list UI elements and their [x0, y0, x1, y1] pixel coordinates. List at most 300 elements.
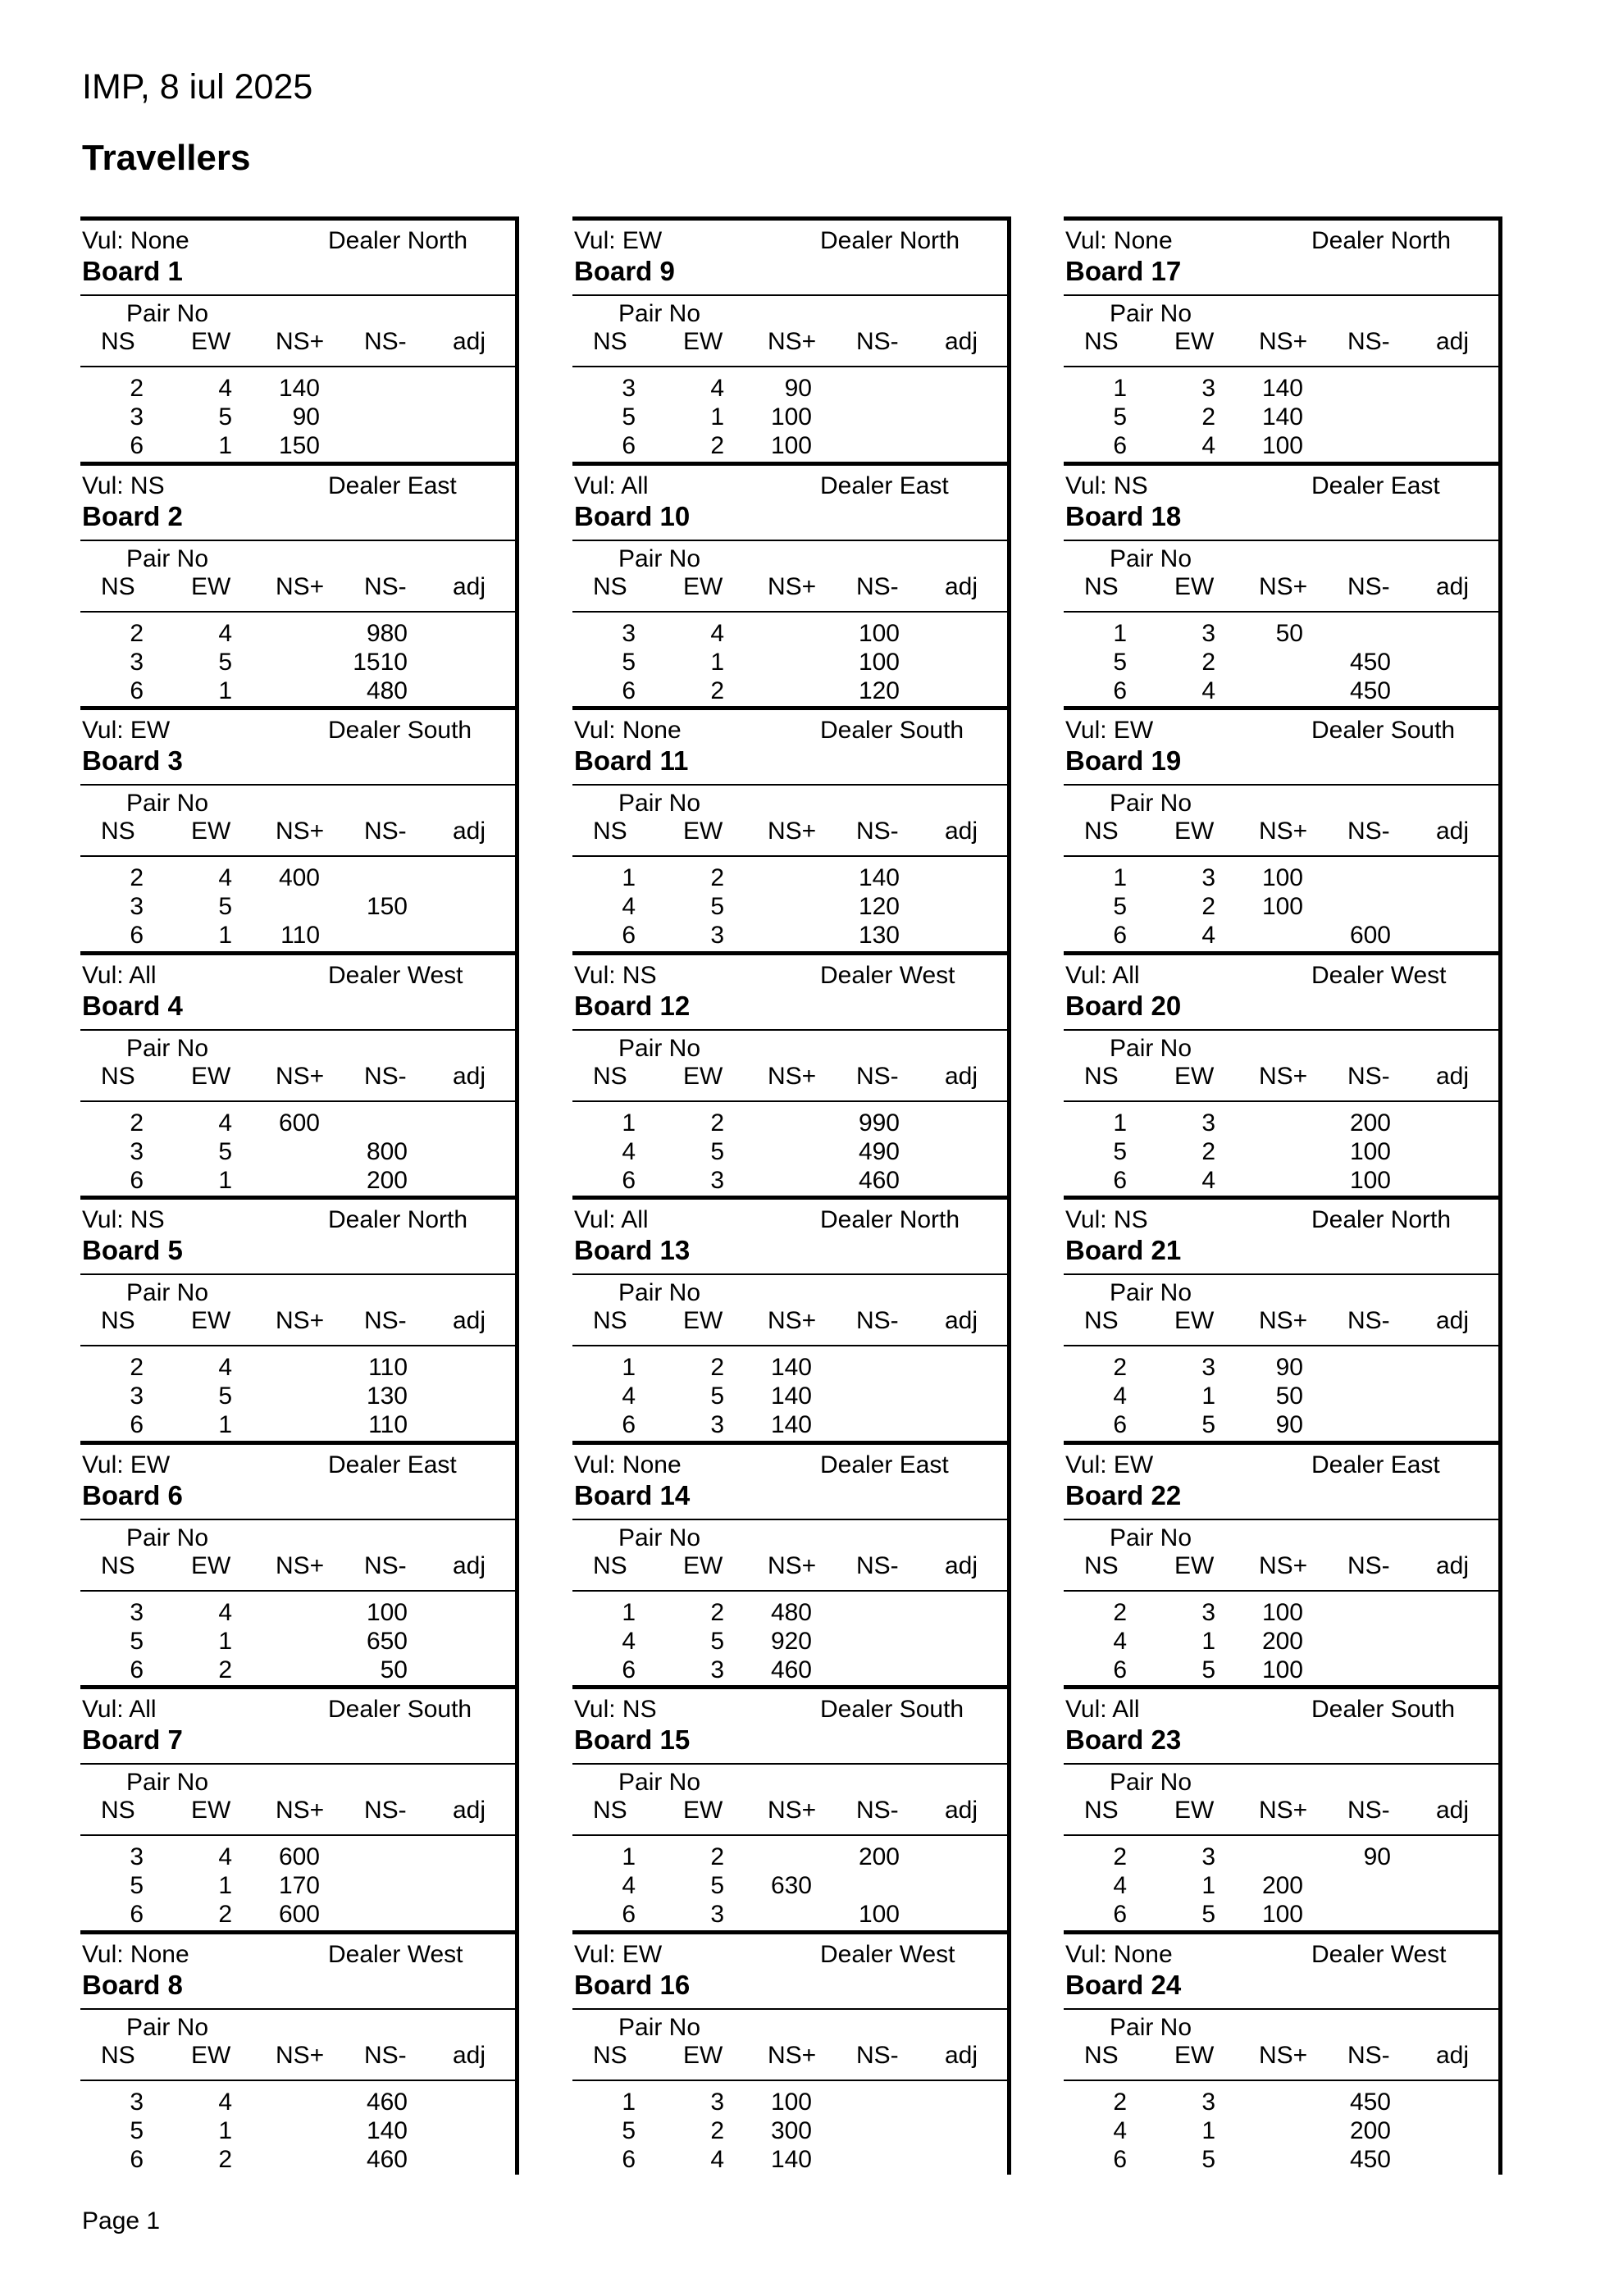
ns-pair-cell: 4 — [622, 1137, 636, 1165]
ns-plus-score-cell: 100 — [1261, 1598, 1303, 1626]
ns-minus-score-cell: 650 — [366, 1627, 408, 1655]
adj-column-header: adj — [453, 328, 486, 355]
board-title: Board 1 — [82, 256, 183, 286]
board-traveller — [80, 1685, 519, 1930]
ew-column-header: EW — [1174, 2041, 1215, 2069]
result-rows — [80, 864, 515, 950]
ns-pair-cell: 4 — [622, 1627, 636, 1655]
ew-column-header: EW — [1174, 328, 1215, 355]
pair-no-heading: Pair No — [618, 300, 701, 327]
result-rows — [572, 620, 1007, 706]
ns-plus-score-cell: 480 — [770, 1598, 812, 1626]
ns-minus-score-cell: 1510 — [353, 648, 408, 676]
dealer-label: Dealer West — [328, 1940, 463, 1968]
adj-column-header: adj — [1436, 2041, 1470, 2069]
result-row — [1064, 2146, 1498, 2175]
result-row — [572, 864, 1007, 893]
ew-column-header: EW — [1174, 1551, 1215, 1579]
ns-minus-score-cell: 130 — [366, 1383, 408, 1410]
ns-minus-score-cell: 450 — [1349, 2088, 1391, 2116]
ew-column-header: EW — [683, 572, 723, 600]
ns-column-header: NS — [593, 328, 627, 355]
column-header-divider — [1064, 2080, 1498, 2081]
ns-plus-column-header: NS+ — [276, 1307, 325, 1334]
ns-plus-score-cell: 600 — [278, 1901, 320, 1928]
header-divider — [80, 1519, 515, 1520]
result-row — [572, 2146, 1007, 2175]
ns-pair-cell: 5 — [1113, 403, 1127, 430]
ns-plus-score-cell: 90 — [1275, 1411, 1303, 1438]
pair-no-heading: Pair No — [126, 1279, 209, 1306]
adj-column-header: adj — [945, 1797, 978, 1824]
ns-minus-score-cell: 130 — [858, 922, 900, 949]
vulnerability-label: Vul: EW — [82, 717, 171, 744]
ns-minus-score-cell: 100 — [1349, 1137, 1391, 1165]
result-row — [572, 1167, 1007, 1196]
ew-pair-cell: 1 — [218, 2116, 232, 2144]
ns-pair-cell: 2 — [130, 1109, 144, 1137]
adj-column-header: adj — [1436, 1062, 1470, 1090]
ns-pair-cell: 3 — [130, 403, 144, 430]
ew-column-header: EW — [191, 572, 231, 600]
dealer-label: Dealer East — [820, 472, 949, 499]
ns-plus-score-cell: 140 — [770, 1411, 812, 1438]
header-divider — [1064, 1273, 1498, 1275]
travellers-column-2 — [572, 216, 1011, 2175]
header-divider — [80, 294, 515, 296]
pair-no-heading: Pair No — [126, 544, 209, 572]
ns-column-header: NS — [593, 818, 627, 845]
ns-pair-cell: 6 — [622, 2145, 636, 2173]
ns-pair-cell: 4 — [622, 893, 636, 920]
ns-minus-score-cell: 150 — [366, 893, 408, 920]
pair-no-heading: Pair No — [126, 1524, 209, 1551]
ns-minus-score-cell: 200 — [1349, 2116, 1391, 2144]
adj-column-header: adj — [453, 1062, 486, 1090]
header-divider — [572, 784, 1007, 786]
result-row — [572, 922, 1007, 950]
ns-minus-column-header: NS- — [1347, 572, 1390, 600]
ns-column-header: NS — [1084, 1307, 1119, 1334]
ns-plus-column-header: NS+ — [768, 572, 817, 600]
ns-plus-score-cell: 90 — [784, 375, 812, 402]
dealer-label: Dealer South — [328, 1696, 472, 1723]
dealer-label: Dealer East — [1311, 1451, 1440, 1478]
result-row — [80, 2146, 515, 2175]
ew-pair-cell: 2 — [710, 676, 724, 704]
ew-pair-cell: 5 — [218, 1383, 232, 1410]
ew-pair-cell: 4 — [1201, 1166, 1215, 1194]
ns-minus-score-cell: 110 — [368, 1354, 408, 1381]
board-traveller — [1064, 1685, 1502, 1930]
ns-minus-column-header: NS- — [856, 1307, 899, 1334]
ns-minus-score-cell: 140 — [366, 2116, 408, 2144]
result-row — [1064, 1872, 1498, 1901]
board-title: Board 20 — [1065, 990, 1182, 1021]
ns-plus-column-header: NS+ — [768, 818, 817, 845]
dealer-label: Dealer East — [820, 1451, 949, 1478]
ew-pair-cell: 4 — [218, 619, 232, 647]
ew-pair-cell: 4 — [1201, 432, 1215, 459]
column-header-divider — [572, 366, 1007, 367]
ns-minus-score-cell: 600 — [1349, 922, 1391, 949]
result-row — [572, 1872, 1007, 1901]
ew-pair-cell: 5 — [1201, 1901, 1215, 1928]
ns-plus-score-cell: 460 — [770, 1656, 812, 1683]
result-row — [80, 1656, 515, 1685]
ns-pair-cell: 6 — [622, 676, 636, 704]
ns-pair-cell: 6 — [130, 1411, 144, 1438]
ns-column-header: NS — [101, 818, 135, 845]
ew-pair-cell: 5 — [1201, 1656, 1215, 1683]
ns-plus-score-cell: 100 — [1261, 864, 1303, 891]
result-row — [80, 375, 515, 403]
ew-column-header: EW — [191, 1307, 231, 1334]
board-traveller — [572, 216, 1011, 462]
pair-no-heading: Pair No — [618, 790, 701, 817]
ns-minus-score-cell: 450 — [1349, 676, 1391, 704]
pair-no-heading: Pair No — [618, 1769, 701, 1796]
dealer-label: Dealer West — [820, 961, 955, 989]
vulnerability-label: Vul: All — [82, 1696, 157, 1723]
ns-pair-cell: 1 — [622, 864, 636, 891]
board-title: Board 24 — [1065, 1969, 1182, 2000]
ew-column-header: EW — [683, 328, 723, 355]
ns-pair-cell: 6 — [130, 1166, 144, 1194]
vulnerability-label: Vul: NS — [1065, 1206, 1148, 1233]
ns-plus-score-cell: 140 — [278, 375, 320, 402]
board-title: Board 15 — [574, 1724, 691, 1755]
ns-plus-score-cell: 200 — [1261, 1627, 1303, 1655]
ns-plus-column-header: NS+ — [276, 328, 325, 355]
ew-column-header: EW — [1174, 572, 1215, 600]
board-traveller — [572, 706, 1011, 951]
adj-column-header: adj — [945, 328, 978, 355]
ew-pair-cell: 3 — [710, 2088, 724, 2116]
result-rows — [572, 1109, 1007, 1196]
ns-minus-score-cell: 100 — [366, 1598, 408, 1626]
ns-minus-column-header: NS- — [856, 1551, 899, 1579]
ew-pair-cell: 3 — [710, 1411, 724, 1438]
vulnerability-label: Vul: All — [1065, 961, 1140, 989]
ew-pair-cell: 4 — [218, 1598, 232, 1626]
result-row — [572, 1656, 1007, 1685]
board-title: Board 18 — [1065, 500, 1182, 531]
ns-minus-score-cell: 980 — [366, 619, 408, 647]
ns-minus-score-cell: 200 — [858, 1843, 900, 1870]
adj-column-header: adj — [945, 1307, 978, 1334]
result-row — [80, 1138, 515, 1167]
ns-minus-column-header: NS- — [856, 328, 899, 355]
board-title: Board 3 — [82, 745, 183, 776]
result-rows — [80, 2089, 515, 2175]
ew-pair-cell: 2 — [218, 1656, 232, 1683]
column-header-divider — [80, 855, 515, 857]
ns-minus-column-header: NS- — [364, 1062, 407, 1090]
ns-pair-cell: 3 — [130, 1598, 144, 1626]
ew-pair-cell: 4 — [218, 1354, 232, 1381]
ns-plus-score-cell: 100 — [1261, 893, 1303, 920]
ns-plus-score-cell: 600 — [278, 1109, 320, 1137]
adj-column-header: adj — [945, 2041, 978, 2069]
result-row — [80, 649, 515, 677]
header-divider — [80, 540, 515, 541]
ns-plus-column-header: NS+ — [276, 818, 325, 845]
ew-pair-cell: 4 — [218, 1843, 232, 1870]
column-header-divider — [1064, 1345, 1498, 1346]
ew-pair-cell: 1 — [218, 1411, 232, 1438]
ns-pair-cell: 2 — [130, 619, 144, 647]
result-row — [1064, 432, 1498, 461]
ns-pair-cell: 2 — [130, 375, 144, 402]
ns-pair-cell: 3 — [622, 619, 636, 647]
ns-minus-score-cell: 120 — [858, 893, 900, 920]
ns-minus-column-header: NS- — [364, 1551, 407, 1579]
ew-pair-cell: 4 — [218, 375, 232, 402]
adj-column-header: adj — [1436, 328, 1470, 355]
ns-column-header: NS — [1084, 818, 1119, 845]
column-header-divider — [1064, 1590, 1498, 1592]
vulnerability-label: Vul: All — [574, 1206, 649, 1233]
result-row — [80, 1843, 515, 1872]
ns-pair-cell: 2 — [130, 1354, 144, 1381]
column-header-divider — [572, 1345, 1007, 1346]
ns-minus-column-header: NS- — [1347, 1551, 1390, 1579]
result-row — [572, 1628, 1007, 1656]
ns-minus-column-header: NS- — [364, 1797, 407, 1824]
header-divider — [1064, 294, 1498, 296]
ns-pair-cell: 3 — [622, 375, 636, 402]
ns-plus-column-header: NS+ — [1259, 572, 1308, 600]
ns-minus-score-cell: 450 — [1349, 648, 1391, 676]
column-header-divider — [572, 855, 1007, 857]
ns-minus-score-cell: 100 — [858, 648, 900, 676]
column-header-divider — [572, 611, 1007, 613]
ew-column-header: EW — [191, 1551, 231, 1579]
ns-plus-column-header: NS+ — [276, 1551, 325, 1579]
result-row — [80, 1901, 515, 1929]
board-traveller — [1064, 1930, 1502, 2175]
ns-pair-cell: 6 — [622, 1411, 636, 1438]
board-title: Board 19 — [1065, 745, 1182, 776]
dealer-label: Dealer North — [328, 227, 468, 254]
ns-plus-column-header: NS+ — [276, 1797, 325, 1824]
section-title: Travellers — [82, 138, 251, 178]
ns-pair-cell: 2 — [1113, 1843, 1127, 1870]
ns-column-header: NS — [593, 1551, 627, 1579]
vulnerability-label: Vul: NS — [82, 472, 165, 499]
ns-column-header: NS — [1084, 328, 1119, 355]
ew-pair-cell: 2 — [710, 2116, 724, 2144]
header-divider — [1064, 784, 1498, 786]
column-header-divider — [572, 1834, 1007, 1836]
result-row — [572, 1109, 1007, 1138]
board-title: Board 4 — [82, 990, 183, 1021]
result-row — [1064, 2117, 1498, 2146]
result-row — [1064, 375, 1498, 403]
result-row — [80, 893, 515, 922]
ns-column-header: NS — [593, 1307, 627, 1334]
result-rows — [80, 1354, 515, 1440]
ns-minus-column-header: NS- — [364, 1307, 407, 1334]
result-row — [572, 620, 1007, 649]
dealer-label: Dealer West — [820, 1940, 955, 1968]
ew-pair-cell: 1 — [1201, 1383, 1215, 1410]
ns-column-header: NS — [101, 1062, 135, 1090]
ns-pair-cell: 6 — [622, 922, 636, 949]
ns-minus-column-header: NS- — [1347, 328, 1390, 355]
result-row — [80, 1354, 515, 1383]
pair-no-heading: Pair No — [1110, 1524, 1192, 1551]
ew-pair-cell: 5 — [710, 893, 724, 920]
board-traveller — [572, 1441, 1011, 1686]
result-rows — [572, 1354, 1007, 1440]
pair-no-heading: Pair No — [126, 300, 209, 327]
pair-no-heading: Pair No — [1110, 544, 1192, 572]
ew-pair-cell: 5 — [710, 1627, 724, 1655]
ns-pair-cell: 4 — [622, 1872, 636, 1899]
result-row — [80, 2089, 515, 2117]
result-rows — [572, 864, 1007, 950]
ns-plus-column-header: NS+ — [1259, 1062, 1308, 1090]
ns-plus-column-header: NS+ — [1259, 818, 1308, 845]
result-row — [572, 1411, 1007, 1440]
result-rows — [572, 1843, 1007, 1929]
board-title: Board 2 — [82, 500, 183, 531]
result-row — [1064, 922, 1498, 950]
header-divider — [1064, 1029, 1498, 1031]
ew-pair-cell: 1 — [218, 1872, 232, 1899]
dealer-label: Dealer South — [1311, 717, 1456, 744]
board-title: Board 13 — [574, 1235, 691, 1265]
ew-pair-cell: 1 — [1201, 1872, 1215, 1899]
ns-pair-cell: 4 — [1113, 1627, 1127, 1655]
ew-pair-cell: 2 — [710, 432, 724, 459]
ns-plus-score-cell: 140 — [770, 2145, 812, 2173]
board-title: Board 9 — [574, 256, 675, 286]
result-row — [572, 649, 1007, 677]
vulnerability-label: Vul: None — [82, 1940, 189, 1968]
ns-pair-cell: 4 — [622, 1383, 636, 1410]
vulnerability-label: Vul: All — [1065, 1696, 1140, 1723]
ns-plus-score-cell: 150 — [278, 432, 320, 459]
ns-minus-score-cell: 120 — [858, 676, 900, 704]
ew-pair-cell: 5 — [710, 1872, 724, 1899]
ns-pair-cell: 1 — [622, 1598, 636, 1626]
column-header-divider — [1064, 366, 1498, 367]
vulnerability-label: Vul: EW — [574, 227, 663, 254]
ns-pair-cell: 3 — [130, 1843, 144, 1870]
adj-column-header: adj — [453, 2041, 486, 2069]
ns-minus-column-header: NS- — [856, 1062, 899, 1090]
result-row — [1064, 677, 1498, 706]
board-title: Board 22 — [1065, 1479, 1182, 1510]
ns-plus-score-cell: 50 — [1275, 1383, 1303, 1410]
result-row — [572, 677, 1007, 706]
column-header-divider — [80, 1100, 515, 1102]
pair-no-heading: Pair No — [126, 2013, 209, 2041]
dealer-label: Dealer South — [1311, 1696, 1456, 1723]
ns-plus-score-cell: 90 — [292, 403, 320, 430]
board-traveller — [572, 1685, 1011, 1930]
ew-pair-cell: 4 — [1201, 676, 1215, 704]
travellers-column-1 — [80, 216, 519, 2175]
column-header-divider — [80, 1345, 515, 1346]
result-row — [1064, 1599, 1498, 1628]
ns-minus-column-header: NS- — [1347, 1062, 1390, 1090]
header-divider — [80, 1029, 515, 1031]
header-divider — [1064, 1763, 1498, 1765]
result-row — [80, 1599, 515, 1628]
ew-pair-cell: 2 — [1201, 1137, 1215, 1165]
ew-pair-cell: 1 — [710, 403, 724, 430]
ns-column-header: NS — [101, 1551, 135, 1579]
result-rows — [1064, 620, 1498, 706]
board-traveller — [80, 1441, 519, 1686]
pair-no-heading: Pair No — [126, 1034, 209, 1062]
ns-pair-cell: 5 — [622, 403, 636, 430]
ns-pair-cell: 1 — [1113, 864, 1127, 891]
result-row — [1064, 1109, 1498, 1138]
result-row — [80, 677, 515, 706]
pair-no-heading: Pair No — [1110, 1279, 1192, 1306]
ew-pair-cell: 4 — [1201, 922, 1215, 949]
ns-plus-column-header: NS+ — [276, 572, 325, 600]
ew-pair-cell: 4 — [710, 2145, 724, 2173]
column-header-divider — [1064, 1100, 1498, 1102]
vulnerability-label: Vul: EW — [574, 1940, 663, 1968]
result-row — [80, 1872, 515, 1901]
ns-pair-cell: 6 — [130, 1656, 144, 1683]
ew-pair-cell: 3 — [710, 1656, 724, 1683]
ns-pair-cell: 5 — [1113, 1137, 1127, 1165]
ns-pair-cell: 3 — [130, 1137, 144, 1165]
board-title: Board 10 — [574, 500, 691, 531]
ns-minus-score-cell: 450 — [1349, 2145, 1391, 2173]
board-title: Board 5 — [82, 1235, 183, 1265]
pair-no-heading: Pair No — [1110, 2013, 1192, 2041]
ns-pair-cell: 6 — [1113, 1901, 1127, 1928]
ns-column-header: NS — [1084, 2041, 1119, 2069]
dealer-label: Dealer North — [1311, 227, 1452, 254]
ew-column-header: EW — [1174, 1062, 1215, 1090]
board-title: Board 6 — [82, 1479, 183, 1510]
ns-pair-cell: 5 — [130, 1627, 144, 1655]
ns-pair-cell: 1 — [622, 2088, 636, 2116]
result-row — [1064, 1383, 1498, 1411]
ns-pair-cell: 6 — [1113, 1656, 1127, 1683]
ew-pair-cell: 1 — [1201, 2116, 1215, 2144]
result-row — [572, 1383, 1007, 1411]
ew-pair-cell: 4 — [710, 375, 724, 402]
adj-column-header: adj — [1436, 818, 1470, 845]
ns-plus-score-cell: 100 — [1261, 1656, 1303, 1683]
ew-pair-cell: 1 — [218, 676, 232, 704]
ns-pair-cell: 5 — [622, 648, 636, 676]
ns-pair-cell: 4 — [1113, 1872, 1127, 1899]
ew-pair-cell: 2 — [710, 1354, 724, 1381]
ns-pair-cell: 1 — [622, 1109, 636, 1137]
ns-minus-score-cell: 480 — [366, 676, 408, 704]
ns-column-header: NS — [101, 1797, 135, 1824]
ns-plus-score-cell: 100 — [770, 432, 812, 459]
result-row — [572, 1599, 1007, 1628]
ns-plus-score-cell: 170 — [278, 1872, 320, 1899]
ns-minus-score-cell: 50 — [380, 1656, 408, 1683]
result-rows — [1064, 2089, 1498, 2175]
dealer-label: Dealer North — [1311, 1206, 1452, 1233]
result-row — [572, 1138, 1007, 1167]
